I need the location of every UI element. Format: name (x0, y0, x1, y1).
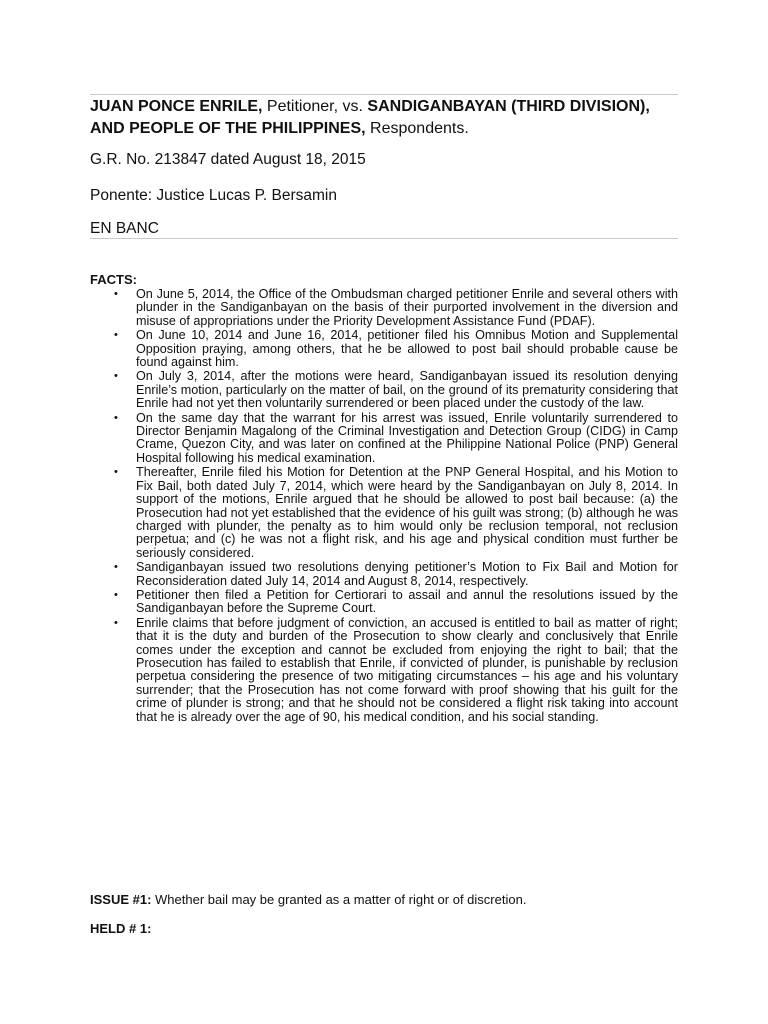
gr-number: G.R. No. 213847 dated August 18, 2015 (90, 151, 366, 168)
bullet-icon: • (114, 616, 118, 629)
ponente: Ponente: Justice Lucas P. Bersamin (90, 187, 337, 204)
fact-text: On June 5, 2014, the Office of the Ombudsman charged petitioner Enrile and several others with plunder in the Sandiganbayan on the basis of their purported involvement in the diversion and misuse of appropriations under the Priority Development Assistance Fund (PDAF). (136, 287, 678, 328)
division: EN BANC (90, 220, 159, 237)
list-item (90, 329, 678, 369)
list-item (90, 288, 678, 328)
list-item (90, 561, 678, 588)
respondent-role: Respondents. (365, 120, 469, 137)
fact-text: On July 3, 2014, after the motions were heard, Sandiganbayan issued its resolution denying Enrile’s motion, particularly on the matter of bail, on the ground of its prematurity considering that Enrile had not yet then voluntarily surrendered or been placed under the custody of the law. (136, 369, 678, 411)
fact-text: On June 10, 2014 and June 16, 2014, petitioner filed his Omnibus Motion and Supplemental Opposition praying, among others, that he be allowed to post bail should probable cause be found against him. (136, 328, 678, 370)
issue-1 (90, 892, 678, 907)
fact-text: On the same day that the warrant for his arrest was issued, Enrile voluntarily surrendered to Director Benjamin Magalong of the Criminal Investigation and Detection Group (CIDG) in Camp Crame, Quezon City, and was later on confined at the Philippine National Police (PNP) General Hospital following his medical examination. (136, 410, 678, 465)
list-item (90, 466, 678, 560)
bullet-icon: • (114, 561, 118, 574)
list-item (90, 370, 678, 410)
bullet-icon: • (114, 588, 118, 601)
bullet-icon: • (114, 370, 118, 383)
fact-text: Enrile claims that before judgment of conviction, an accused is entitled to bail as matter of right; that it is the duty and burden of the Prosecution to show clearly and conclusively that Enrile comes under the exception and cannot be excluded from enjoying the right to bail; that the Prosecution has failed to establish that Enrile, if convicted of plunder, is punishable by reclusion perpetua considering the presence of two mitigating circumstances – his age and his voluntary surrender; that the Prosecution has not come forward with proof showing that his guilt for the crime of plunder is strong; and that he should not be considered a flight risk taking into account that he is already over the age of 90, his medical condition, and his social standing. (136, 615, 678, 724)
list-item (90, 412, 678, 466)
bullet-icon: • (114, 411, 118, 424)
facts-heading: FACTS: (90, 272, 137, 287)
bullet-icon: • (114, 288, 118, 300)
petitioner-role: Petitioner, vs. (262, 98, 368, 115)
petitioner-name: JUAN PONCE ENRILE, (90, 98, 263, 115)
respondent-names: SANDIGANBAYAN (THIRD DIVISION), AND PEOPLE OF THE PHILIPPINES, (90, 98, 650, 137)
held-1-label: HELD # 1: (90, 921, 152, 936)
fact-text: Sandiganbayan issued two resolutions denying petitioner’s Motion to Fix Bail and Motion for Reconsideration dated July 14, 2014 and August 8, 2014, respectively. (136, 560, 678, 588)
list-item (90, 617, 678, 724)
bottom-divider (90, 238, 678, 239)
issue-label: ISSUE #1: (90, 892, 152, 907)
bullet-icon: • (114, 329, 118, 342)
issue-text: Whether bail may be granted as a matter of right or of discretion. (151, 892, 527, 907)
top-divider (90, 94, 678, 95)
fact-text: Petitioner then filed a Petition for Certiorari to assail and annul the resolutions issued by the Sandiganbayan before the Supreme Court. (136, 587, 678, 616)
case-title (90, 96, 680, 140)
list-item (90, 589, 678, 616)
fact-text: Thereafter, Enrile filed his Motion for Detention at the PNP General Hospital, and his Motion to Fix Bail, both dated July 7, 2014, which were heard by the Sandiganbayan on July 8, 2014. In support of the motions, Enrile argued that he should be allowed to post bail because: (a) the Prosecution had not yet established that the evidence of his guilt was strong; (b) although he was charged with plunder, the penalty as to him would only be reclusion temporal, not reclusion perpetua; and (c) he was not a flight risk, and his age and physical condition must further be seriously considered. (136, 465, 678, 560)
bullet-icon: • (114, 466, 118, 479)
facts-list (90, 288, 678, 725)
